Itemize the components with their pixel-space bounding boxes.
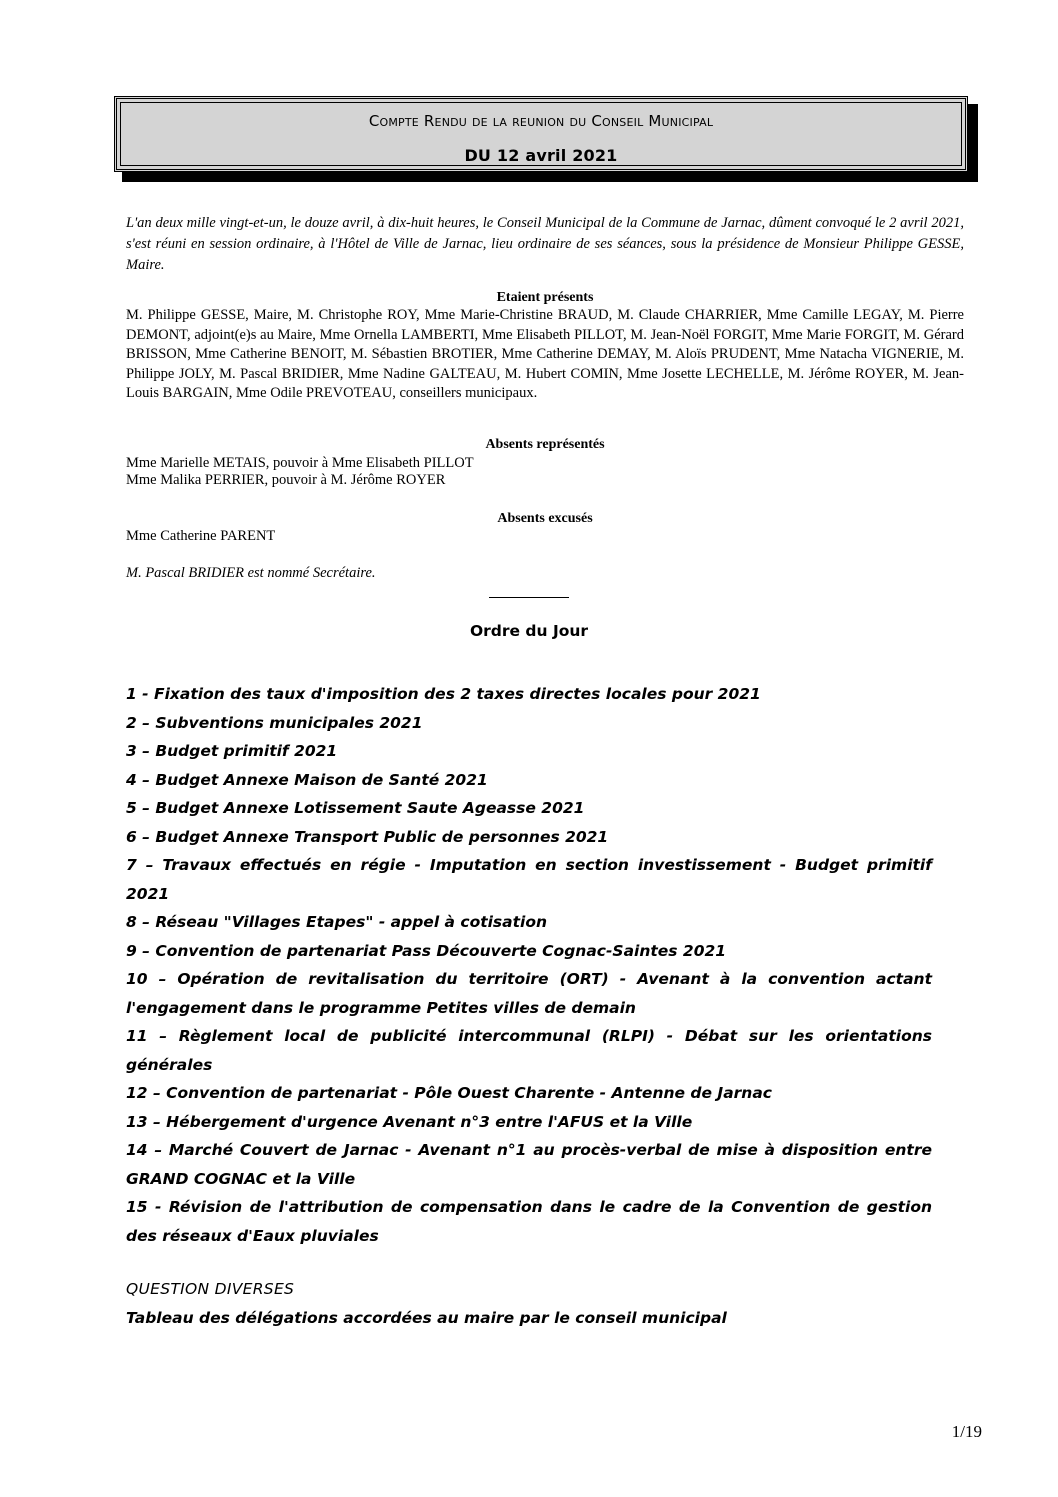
presents-heading: Etaient présents	[496, 290, 594, 305]
agenda-item: 1 - Fixation des taux d'imposition des 2 taxes directes locales pour 2021	[126, 685, 761, 703]
secretary-line: M. Pascal BRIDIER est nommé Secrétaire.	[126, 565, 376, 581]
represented-heading: Absents représentés	[485, 437, 605, 452]
agenda-item: 2 – Subventions municipales 2021	[126, 713, 423, 732]
agenda-item: 12 – Convention de partenariat - Pôle Ouest Charente - Antenne de Jarnac	[126, 1084, 772, 1102]
agenda-item: 7 – Travaux effectués en régie - Imputation en section investissement - Budget primitif 2021	[126, 856, 932, 903]
agenda-item: 11 – Règlement local de publicité intercommunal (RLPI) - Débat sur les orientations générales	[126, 1027, 932, 1074]
section-divider	[489, 597, 569, 598]
meeting-date: DU 12 avril 2021	[464, 146, 618, 165]
intro-paragraph: L'an deux mille vingt-et-un, le douze avril, à dix-huit heures, le Conseil Municipal de la Commune de Jarnac, dûment convoqué le 2 avril 2021, s'est réuni en session ordinaire, à l'Hôtel de Ville de Jarnac, lieu ordinaire de ses séances, sous la présidence de Monsieur Philippe GESSE, Maire.	[126, 215, 964, 273]
title-box	[114, 96, 968, 172]
agenda-item: 9 – Convention de partenariat Pass Découverte Cognac-Saintes 2021	[126, 941, 727, 960]
agenda-title: Ordre du Jour	[469, 622, 589, 640]
agenda-item: 6 – Budget Annexe Transport Public de personnes 2021	[126, 827, 609, 846]
excused-heading: Absents excusés	[497, 511, 593, 526]
agenda-item: 8 – Réseau "Villages Etapes" - appel à cotisation	[126, 913, 548, 931]
agenda-item: 4 – Budget Annexe Maison de Santé 2021	[126, 770, 488, 789]
questions-heading: QUESTION DIVERSES	[126, 1280, 295, 1298]
agenda-item: 10 – Opération de revitalisation du territoire (ORT) - Avenant à la convention actant l'engagement dans le programme Petites villes de demain	[126, 970, 932, 1017]
questions-item: Tableau des délégations accordées au maire par le conseil municipal	[126, 1309, 727, 1327]
presents-list: M. Philippe GESSE, Maire, M. Christophe ROY, Mme Marie-Christine BRAUD, M. Claude CHARRIER, Mme Camille LEGAY, M. Pierre DEMONT, adjoint(e)s au Maire, Mme Ornella LAMBERTI, Mme Elisabeth PILLOT, M. Jean-Noël FORGIT, Mme Marie FORGIT, M. Gérard BRISSON, Mme Catherine BENOIT, M. Sébastien BROTIER, Mme Catherine DEMAY, M. Aloïs PRUDENT, Mme Natacha VIGNERIE, M. Philippe JOLY, M. Pascal BRIDIER, Mme Nadine GALTEAU, M. Hubert COMIN, Mme Josette LECHELLE, M. Jérôme ROYER, M. Jean-Louis BARGAIN, Mme Odile PREVOTEAU, conseillers municipaux.	[126, 307, 964, 401]
page-number: 1/19	[951, 1422, 982, 1441]
agenda-item: 5 – Budget Annexe Lotissement Saute Ageasse 2021	[126, 799, 585, 817]
agenda-item: 15 - Révision de l'attribution de compensation dans le cadre de la Convention de gestion des réseaux d'Eaux pluviales	[126, 1198, 932, 1245]
agenda-list	[126, 680, 932, 1250]
represented-line: Mme Malika PERRIER, pouvoir à M. Jérôme ROYER	[126, 472, 446, 488]
agenda-item: 13 – Hébergement d'urgence Avenant n°3 entre l'AFUS et la Ville	[126, 1112, 693, 1131]
document-title: Compte Rendu de la reunion du Conseil Municipal	[368, 112, 714, 130]
agenda-item: 14 – Marché Couvert de Jarnac - Avenant n°1 au procès-verbal de mise à disposition entre GRAND COGNAC et la Ville	[126, 1141, 932, 1188]
excused-line: Mme Catherine PARENT	[126, 528, 276, 544]
agenda-item: 3 – Budget primitif 2021	[126, 742, 338, 760]
represented-line: Mme Marielle METAIS, pouvoir à Mme Elisabeth PILLOT	[126, 455, 474, 471]
